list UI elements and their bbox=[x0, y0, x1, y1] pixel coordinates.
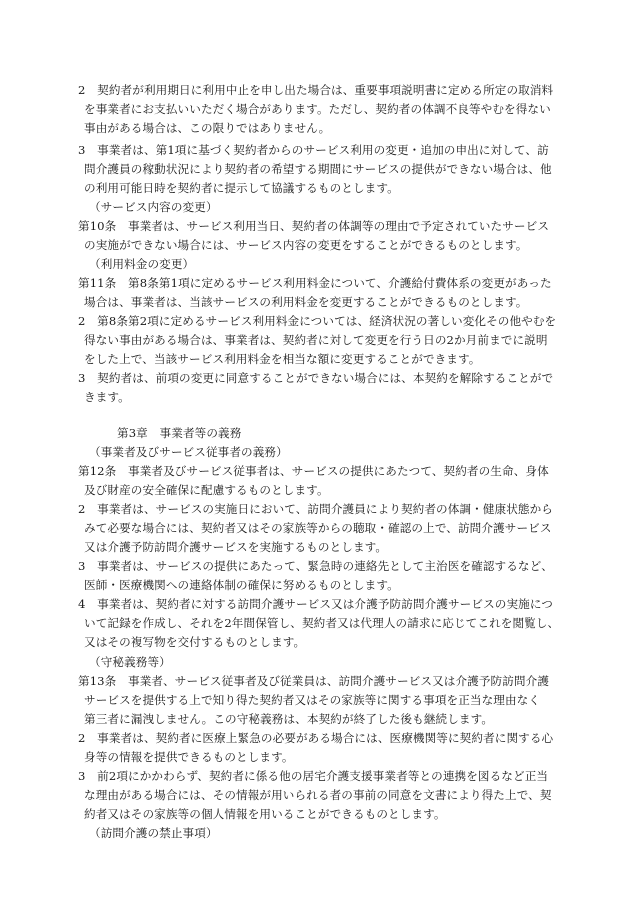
paragraph-line: 医師・医療機関への連絡体制の確保に努めるものとします。 bbox=[84, 578, 399, 592]
paragraph-line: きます。 bbox=[84, 390, 130, 404]
paragraph-line: 約者又はその家族等の個人情報を用いることができるものとします。 bbox=[84, 807, 446, 821]
article-line: 第13条 事業者、サービス従事者及び従業員は、訪問介護サービス又は介護予防訪問介護 bbox=[78, 674, 550, 688]
paragraph-line: 得ない事由がある場合は、事業者は、契約者に対して変更を行う日の2か月前までに説明 bbox=[84, 333, 548, 347]
paragraph-line: 3 契約者は、前項の変更に同意することができない場合には、本契約を解除することがで bbox=[78, 371, 554, 385]
article-heading: （サービス内容の変更） bbox=[89, 200, 218, 214]
paragraph-line: 又はその複写物を交付するものとします。 bbox=[84, 635, 306, 649]
article-line: 第12条 事業者及びサービス従事者は、サービスの提供にあたつて、契約者の生命、身体 bbox=[78, 464, 549, 478]
paragraph-line: いて記録を作成し、それを2年間保管し、契約者又は代理人の請求に応じてこれを閲覧し、 bbox=[84, 616, 560, 630]
paragraph-line: 2 契約者が利用期日に利用中止を申し出た場合は、重要事項説明書に定める所定の取消料 bbox=[78, 83, 554, 97]
article-heading: （訪問介護の禁止事項） bbox=[89, 826, 218, 840]
paragraph-line: な理由がある場合には、その情報が用いられる者の事前の同意を文書により得た上で、契 bbox=[84, 788, 552, 802]
paragraph-line: 事由がある場合は、この限りではありません。 bbox=[84, 121, 331, 135]
article-heading: （事業者及びサービス従事者の義務） bbox=[89, 445, 288, 459]
article-line: 第11条 第8条第1項に定めるサービス利用料金について、介護給付費体系の変更があった bbox=[78, 276, 552, 290]
paragraph-line: の利用可能日時を契約者に提示して協議するものとします。 bbox=[84, 181, 399, 195]
article-heading: （利用料金の変更） bbox=[89, 257, 195, 271]
paragraph-line: 3 前2項にかかわらず、契約者に係る他の居宅介護支援事業者等との連携を図るなど正当 bbox=[78, 769, 549, 783]
paragraph-line: 2 事業者は、サービスの実施日において、訪問介護員により契約者の体調・健康状態から bbox=[78, 502, 553, 516]
article-heading: （守秘義務等） bbox=[89, 655, 171, 669]
paragraph-line: を事業者にお支払いいただく場合があります。ただし、契約者の体調不良等やむを得ない bbox=[84, 102, 551, 116]
chapter-title: 第3章 事業者等の義務 bbox=[117, 426, 242, 440]
paragraph-line: 身等の情報を提供できるものとします。 bbox=[84, 750, 294, 764]
paragraph-line: 2 事業者は、契約者に医療上緊急の必要がある場合には、医療機関等に契約者に関する心 bbox=[78, 731, 554, 745]
paragraph-line: 問介護員の稼動状況により契約者の希望する期間にサービスの提供ができない場合は、他 bbox=[84, 162, 552, 176]
paragraph-line: をした上で、当該サービス利用料金を相当な額に変更することができます。 bbox=[84, 352, 481, 366]
paragraph-line: 及び財産の安全確保に配慮するものとします。 bbox=[84, 483, 329, 497]
paragraph-line: 第三者に漏洩しません。この守秘義務は、本契約が終了した後も継続します。 bbox=[84, 712, 494, 726]
paragraph-line: サービスを提供する上で知り得た契約者又はその家族等に関する事項を正当な理由なく bbox=[84, 693, 541, 707]
paragraph-line: 3 事業者は、第1項に基づく契約者からのサービス利用の変更・追加の申出に対して、訪 bbox=[78, 143, 549, 157]
paragraph-line: 3 事業者は、サービスの提供にあたって、緊急時の連絡先として主治医を確認するなど、 bbox=[78, 559, 553, 573]
paragraph-line: 2 第8条第2項に定めるサービス利用料金については、経済状況の著しい変化その他やむを bbox=[78, 314, 557, 328]
paragraph-line: 4 事業者は、契約者に対する訪問介護サービス又は介護予防訪問介護サービスの実施につ bbox=[78, 597, 553, 611]
article-line: 第10条 事業者は、サービス利用当日、契約者の体調等の理由で予定されていたサービス bbox=[78, 219, 550, 233]
paragraph-line: 場合は、事業者は、当該サービスの利用料金を変更することができるものとします。 bbox=[84, 295, 528, 309]
paragraph-line: 又は介護予防訪問介護サービスを実施するものとします。 bbox=[84, 540, 388, 554]
paragraph-line: みて必要な場合には、契約者又はその家族等からの聴取・確認の上で、訪問介護サービス bbox=[84, 521, 552, 535]
paragraph-line: の実施ができない場合には、サービス内容の変更をすることができるものとします。 bbox=[84, 238, 528, 252]
